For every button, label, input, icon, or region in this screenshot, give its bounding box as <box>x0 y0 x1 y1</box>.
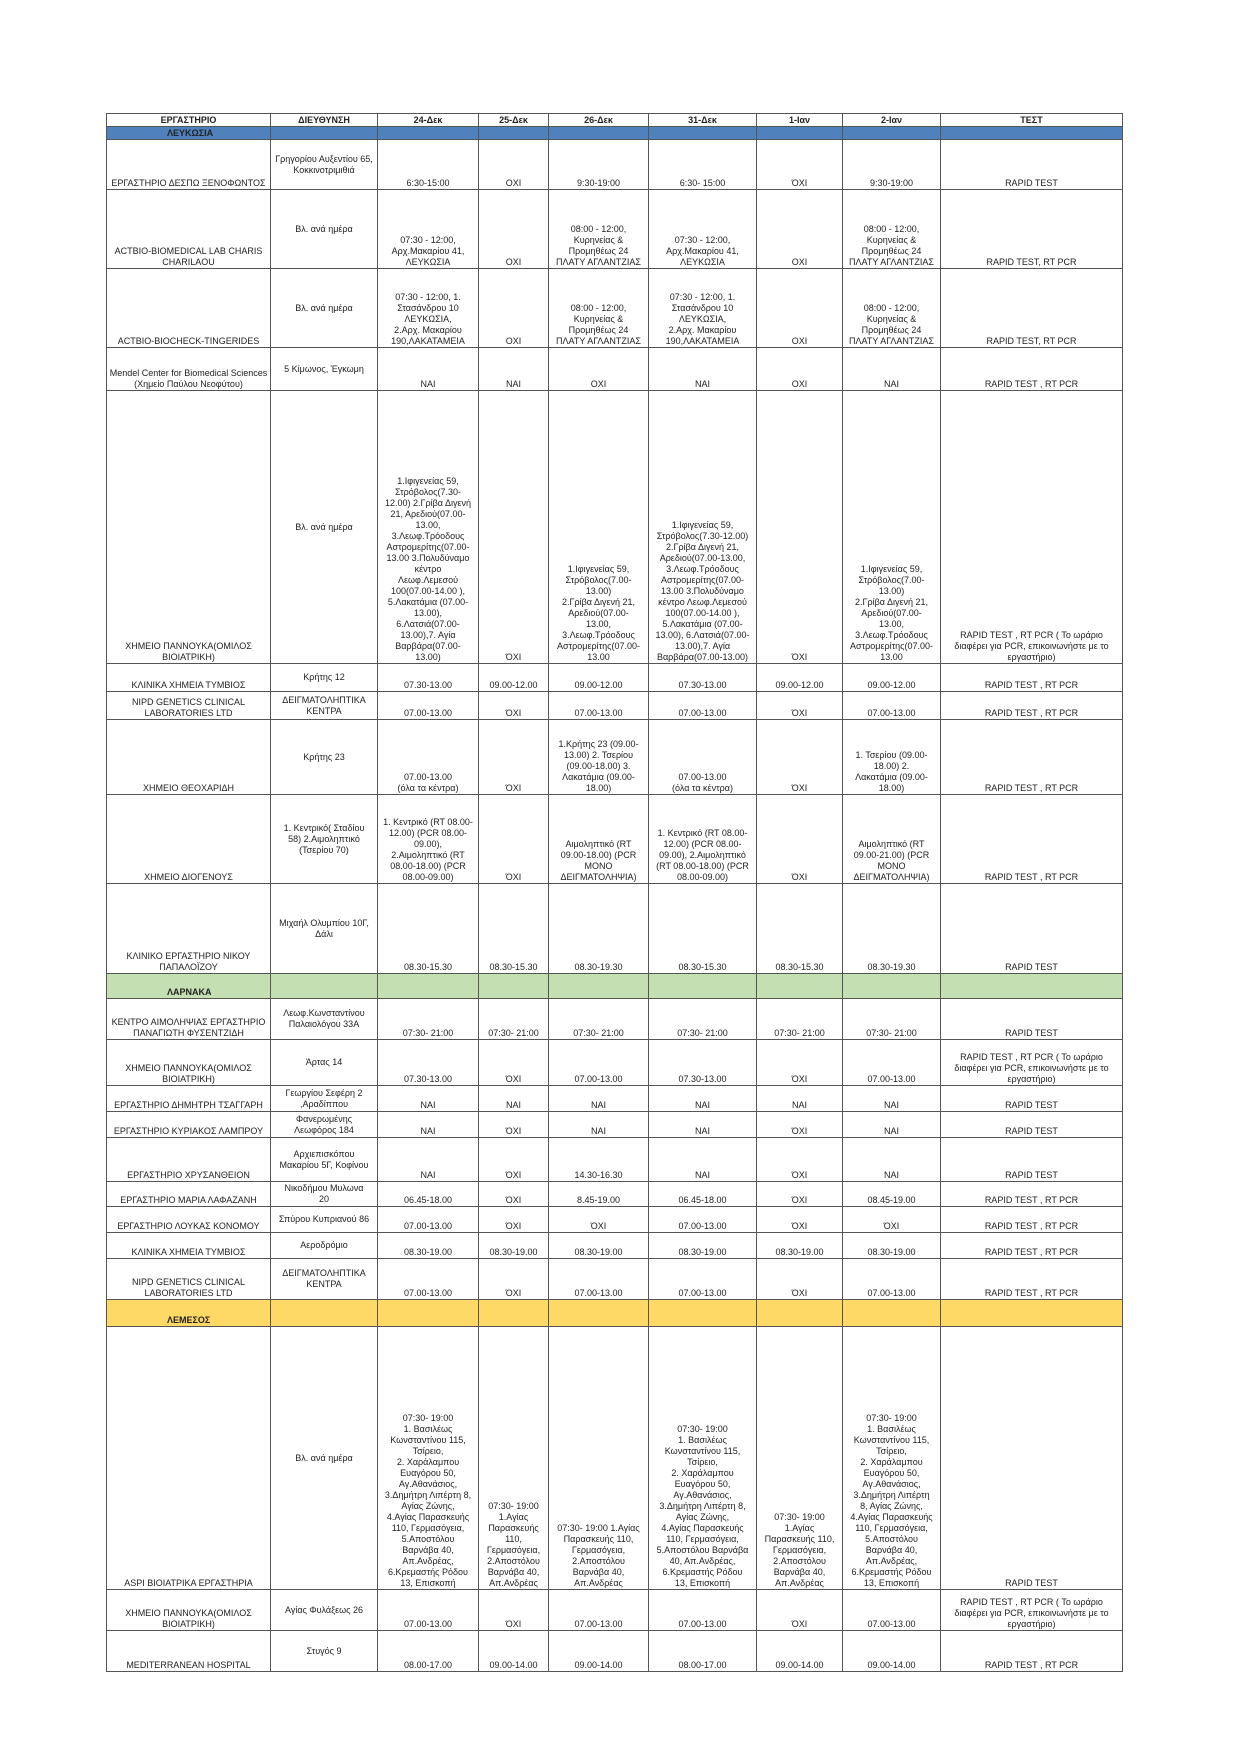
day-24-dec: 07.30-13.00 <box>378 664 479 692</box>
test-type: RAPID TEST <box>941 1112 1123 1138</box>
day-2-jan: ΌΧΙ <box>843 1207 941 1233</box>
day-1-jan: ΌΧΙ <box>757 1182 843 1207</box>
address: Κρήτης 23 <box>271 720 378 795</box>
address: Αεροδρόμιο <box>271 1233 378 1259</box>
day-31-dec: 06.45-18.00 <box>649 1182 757 1207</box>
day-31-dec: 1.Ιφιγενείας 59, Στρόβολος(7.30-12.00) 2.Γρίβα Διγενή 21, Αρεδιού(07.00-13.00, 3.Λεωφ.Τρόοδους Αστρομερίτης(07.00- 13.00 3.Πολυδύναμο κέντρο Λεωφ.Λεμεσού 100(07.00-14.00 ), 5.Λακατάμια (07.00- 13.00), 6.Λατσιά(07.00- 13.00),7. Αγία Βαρβάρα(07.00-13.00) <box>649 391 757 664</box>
region-fill-cell <box>757 1300 843 1327</box>
day-1-jan: ΌΧΙ <box>757 1590 843 1631</box>
region-fill-cell <box>271 974 378 999</box>
address: Γρηγορίου Αυξεντίου 65, Κοκκινοτριμιθιά <box>271 140 378 190</box>
table-row <box>107 884 1123 974</box>
test-type: RAPID TEST <box>941 884 1123 974</box>
day-2-jan: 07.00-13.00 <box>843 1590 941 1631</box>
day-2-jan: 07:30- 21:00 <box>843 999 941 1040</box>
day-25-dec: ΌΧΙ <box>479 720 549 795</box>
day-2-jan: 08.30-19.30 <box>843 884 941 974</box>
day-26-dec: 09.00-14.00 <box>549 1631 649 1672</box>
region-row <box>107 127 1123 140</box>
lab-name: ΕΡΓΑΣΤΗΡΙΟ ΧΡΥΣΑΝΘΕΙΟΝ <box>107 1138 271 1182</box>
day-25-dec: ΌΧΙ <box>479 1138 549 1182</box>
test-type: RAPID TEST , RT PCR <box>941 1207 1123 1233</box>
test-type: RAPID TEST <box>941 999 1123 1040</box>
test-type: RAPID TEST , RT PCR <box>941 1259 1123 1300</box>
day-25-dec: 08.30-19.00 <box>479 1233 549 1259</box>
address: 5 Κίμωνος, Έγκωμη <box>271 348 378 391</box>
day-24-dec: 07:30- 21:00 <box>378 999 479 1040</box>
day-1-jan: ΌΧΙ <box>757 140 843 190</box>
region-fill-cell <box>941 1300 1123 1327</box>
test-type: RAPID TEST , RT PCR <box>941 692 1123 720</box>
day-24-dec: 07.00-13.00 (όλα τα κέντρα) <box>378 720 479 795</box>
lab-name: MEDITERRANEAN HOSPITAL <box>107 1631 271 1672</box>
day-24-dec: ΝΑΙ <box>378 1112 479 1138</box>
lab-name: ΚΕΝΤΡΟ ΑΙΜΟΛΗΨΙΑΣ ΕΡΓΑΣΤΗΡΙΟ ΠΑΝΑΓΙΩΤΗ ΦΥΣΕΝΤΖΙΔΗ <box>107 999 271 1040</box>
table-row <box>107 1590 1123 1631</box>
test-type: RAPID TEST <box>941 1327 1123 1590</box>
test-type: RAPID TEST , RT PCR <box>941 1233 1123 1259</box>
address: Άρτας 14 <box>271 1040 378 1086</box>
day-1-jan: ΟΧΙ <box>757 269 843 348</box>
region-fill-cell <box>549 974 649 999</box>
lab-name: ΧΗΜΕΙΟ ΠΑΝΝΟΥΚΑ(ΟΜΙΛΟΣ ΒΙΟΙΑΤΡΙΚΗ) <box>107 1040 271 1086</box>
lab-name: ΕΡΓΑΣΤΗΡΙΟ ΜΑΡΙΑ ΛΑΦΑΖΑΝΗ <box>107 1182 271 1207</box>
table-row <box>107 190 1123 269</box>
day-26-dec: 07:30- 19:00 1.Αγίας Παρασκευής 110, Γερμασόγεια, 2.Αποστόλου Βαρνάβα 40, Απ.Ανδρέας <box>549 1327 649 1590</box>
day-1-jan: ΌΧΙ <box>757 720 843 795</box>
region-fill-cell <box>941 127 1123 140</box>
day-26-dec: 07.00-13.00 <box>549 692 649 720</box>
day-31-dec: 07:30- 19:00 1. Βασιλέως Κωνσταντίνου 115, Τσίρειο, 2. Χαράλαμπου Ευαγόρου 50, Αγ.Αθανάσιος, 3.Δημήτρη Λιπέρτη 8, Αγίας Ζώνης, 4.Αγίας Παρασκευής 110, Γερμασόγεια, 5.Αποστόλου Βαρνάβα 40, Απ.Ανδρέας, 6.Κρεμαστής Ρόδου 13, Επισκοπή <box>649 1327 757 1590</box>
day-25-dec: 07:30- 21:00 <box>479 999 549 1040</box>
day-2-jan: 07.00-13.00 <box>843 1040 941 1086</box>
day-24-dec: ΝΑΙ <box>378 1086 479 1112</box>
region-fill-cell <box>549 1300 649 1327</box>
lab-name: ΧΗΜΕΙΟ ΔΙΟΓΕΝΟΥΣ <box>107 795 271 884</box>
day-2-jan: ΝΑΙ <box>843 1138 941 1182</box>
region-fill-cell <box>649 974 757 999</box>
day-26-dec: 08:00 - 12:00, Κυρηνείας & Προμηθέως 24 ΠΛΑΤΥ ΑΓΛΑΝΤΖΙΑΣ <box>549 269 649 348</box>
header-row <box>107 114 1123 127</box>
day-31-dec: 07.00-13.00 <box>649 1259 757 1300</box>
region-fill-cell <box>757 127 843 140</box>
lab-name: NIPD GENETICS CLINICAL LABORATORIES LTD <box>107 692 271 720</box>
day-24-dec: 07.00-13.00 <box>378 1259 479 1300</box>
day-1-jan: ΝΑΙ <box>757 1086 843 1112</box>
table-row <box>107 1138 1123 1182</box>
day-24-dec: 07:30- 19:00 1. Βασιλέως Κωνσταντίνου 115, Τσίρειο, 2. Χαράλαμπου Ευαγόρου 50, Αγ.Αθανάσιος, 3.Δημήτρη Λιπέρτη 8, Αγίας Ζώνης, 4.Αγίας Παρασκευής 110, Γερμασόγεια, 5.Αποστόλου Βαρνάβα 40, Απ.Ανδρέας, 6.Κρεμαστής Ρόδου 13, Επισκοπή <box>378 1327 479 1590</box>
day-25-dec: ΌΧΙ <box>479 391 549 664</box>
lab-name: ΕΡΓΑΣΤΗΡΙΟ ΛΟΥΚΑΣ ΚΟΝΟΜΟΥ <box>107 1207 271 1233</box>
region-fill-cell <box>378 974 479 999</box>
test-type: RAPID TEST , RT PCR <box>941 1631 1123 1672</box>
day-26-dec: 07.00-13.00 <box>549 1590 649 1631</box>
day-2-jan: 07.00-13.00 <box>843 1259 941 1300</box>
table-row <box>107 1182 1123 1207</box>
region-fill-cell <box>843 974 941 999</box>
day-26-dec: ΝΑΙ <box>549 1086 649 1112</box>
address: Λεωφ.Κωνσταντίνου Παλαιολόγου 33Α <box>271 999 378 1040</box>
day-1-jan: 09.00-14.00 <box>757 1631 843 1672</box>
day-26-dec: 07.00-13.00 <box>549 1259 649 1300</box>
day-24-dec: 07:30 - 12:00, Αρχ.Μακαρίου 41, ΛΕΥΚΩΣΙΑ <box>378 190 479 269</box>
day-1-jan: 08.30-15.30 <box>757 884 843 974</box>
day-25-dec: 07:30- 19:00 1.Αγίας Παρασκευής 110, Γερμασόγεια, 2.Αποστόλου Βαρνάβα 40, Απ.Ανδρέας <box>479 1327 549 1590</box>
address: Γεωργίου Σεφέρη 2 ,Αραδίππου <box>271 1086 378 1112</box>
region-fill-cell <box>479 1300 549 1327</box>
address: 1. Κεντρικό( Σταδίου 58) 2.Αιμοληπτικό (Τσερίου 70) <box>271 795 378 884</box>
lab-name: ΧΗΜΕΙΟ ΘΕΟΧΑΡΙΔΗ <box>107 720 271 795</box>
region-fill-cell <box>757 974 843 999</box>
address: Αρχιεπισκόπου Μακαρίου 5Γ, Κοφίνου <box>271 1138 378 1182</box>
day-31-dec: 07:30 - 12:00, Αρχ.Μακαρίου 41, ΛΕΥΚΩΣΙΑ <box>649 190 757 269</box>
table-row <box>107 1327 1123 1590</box>
region-fill-cell <box>378 127 479 140</box>
lab-name: ΧΗΜΕΙΟ ΠΑΝΝΟΥΚΑ(ΟΜΙΛΟΣ ΒΙΟΙΑΤΡΙΚΗ) <box>107 1590 271 1631</box>
day-25-dec: ΟΧΙ <box>479 140 549 190</box>
address: Νικοδήμου Μυλωνα 20 <box>271 1182 378 1207</box>
day-25-dec: ΌΧΙ <box>479 1182 549 1207</box>
region-fill-cell <box>271 1300 378 1327</box>
day-26-dec: Αιμοληπτικό (RT 09.00-18.00) (PCR ΜΟΝΟ ΔΕΙΓΜΑΤΟΛΗΨΙΑ) <box>549 795 649 884</box>
day-25-dec: 09.00-14.00 <box>479 1631 549 1672</box>
day-24-dec: 07.00-13.00 <box>378 1207 479 1233</box>
test-type: RAPID TEST , RT PCR <box>941 1182 1123 1207</box>
column-header: 24-Δεκ <box>378 114 479 127</box>
region-fill-cell <box>479 974 549 999</box>
day-26-dec: 8.45-19.00 <box>549 1182 649 1207</box>
day-25-dec: ΌΧΙ <box>479 1112 549 1138</box>
day-1-jan: ΟΧΙ <box>757 190 843 269</box>
table-row <box>107 1207 1123 1233</box>
day-26-dec: 9:30-19:00 <box>549 140 649 190</box>
day-2-jan: 09.00-12.00 <box>843 664 941 692</box>
day-26-dec: ΝΑΙ <box>549 1112 649 1138</box>
region-row <box>107 1300 1123 1327</box>
address: Βλ. ανά ημέρα <box>271 190 378 269</box>
day-31-dec: ΝΑΙ <box>649 1138 757 1182</box>
lab-name: ACTBIO-BIOCHECK-TINGERIDES <box>107 269 271 348</box>
day-1-jan: ΌΧΙ <box>757 795 843 884</box>
day-25-dec: ΌΧΙ <box>479 1207 549 1233</box>
day-26-dec: 08.30-19.00 <box>549 1233 649 1259</box>
day-31-dec: 08.30-15.30 <box>649 884 757 974</box>
day-25-dec: ΝΑΙ <box>479 348 549 391</box>
test-type: RAPID TEST , RT PCR ( Το ωράριο διαφέρει για PCR, επικοινωνήστε με το εργαστήριο) <box>941 1040 1123 1086</box>
day-24-dec: 08.30-15.30 <box>378 884 479 974</box>
column-header: ΔΙΕΥΘΥΝΣΗ <box>271 114 378 127</box>
day-31-dec: ΝΑΙ <box>649 348 757 391</box>
address: Αγίας Φυλάξεως 26 <box>271 1590 378 1631</box>
address: Φανερωμένης Λεωφόρος 184 <box>271 1112 378 1138</box>
region-fill-cell <box>378 1300 479 1327</box>
lab-name: ΚΛΙΝΙΚΟ ΕΡΓΑΣΤΗΡΙΟ ΝΙΚΟΥ ΠΑΠΑΛΟΪΖΟΥ <box>107 884 271 974</box>
day-31-dec: 07.00-13.00 (όλα τα κέντρα) <box>649 720 757 795</box>
day-24-dec: ΝΑΙ <box>378 348 479 391</box>
region-name: ΛΕΥΚΩΣΙΑ <box>107 127 271 140</box>
column-header: ΤΕΣΤ <box>941 114 1123 127</box>
day-31-dec: 08.00-17.00 <box>649 1631 757 1672</box>
lab-name: NIPD GENETICS CLINICAL LABORATORIES LTD <box>107 1259 271 1300</box>
day-1-jan: ΌΧΙ <box>757 1259 843 1300</box>
day-25-dec: ΌΧΙ <box>479 1040 549 1086</box>
day-1-jan: ΌΧΙ <box>757 1040 843 1086</box>
region-row <box>107 974 1123 999</box>
day-2-jan: 9:30-19:00 <box>843 140 941 190</box>
day-2-jan: 1. Τσερίου (09.00- 18.00) 2. Λακατάμια (09.00- 18.00) <box>843 720 941 795</box>
region-fill-cell <box>479 127 549 140</box>
column-header: ΕΡΓΑΣΤΗΡΙΟ <box>107 114 271 127</box>
day-2-jan: 07:30- 19:00 1. Βασιλέως Κωνσταντίνου 115, Τσίρειο, 2. Χαράλαμπου Ευαγόρου 50, Αγ.Αθανάσιος, 3.Δημήτρη Λιπέρτη 8, Αγίας Ζώνης, 4.Αγίας Παρασκευής 110, Γερμασόγεια, 5.Αποστόλου Βαρνάβα 40, Απ.Ανδρέας, 6.Κρεμαστής Ρόδου 13, Επισκοπή <box>843 1327 941 1590</box>
table-row <box>107 795 1123 884</box>
region-fill-cell <box>271 127 378 140</box>
region-name: ΛΕΜΕΣΟΣ <box>107 1300 271 1327</box>
lab-name: ΧΗΜΕΙΟ ΠΑΝΝΟΥΚΑ(ΟΜΙΛΟΣ ΒΙΟΙΑΤΡΙΚΗ) <box>107 391 271 664</box>
region-fill-cell <box>843 1300 941 1327</box>
day-1-jan: ΌΧΙ <box>757 1138 843 1182</box>
table-row <box>107 1112 1123 1138</box>
day-25-dec: 09.00-12.00 <box>479 664 549 692</box>
table-row <box>107 664 1123 692</box>
day-2-jan: 08.45-19.00 <box>843 1182 941 1207</box>
table-row <box>107 140 1123 190</box>
test-type: RAPID TEST , RT PCR <box>941 348 1123 391</box>
test-type: RAPID TEST , RT PCR ( Το ωράριο διαφέρει για PCR, επικοινωνήστε με το εργαστήριο) <box>941 391 1123 664</box>
lab-name: Mendel Center for Biomedical Sciences (Χημείο Παύλου Νεοφύτου) <box>107 348 271 391</box>
lab-name: ΚΛΙΝΙΚΑ ΧΗΜΕΙΑ ΤΥΜΒΙΟΣ <box>107 1233 271 1259</box>
day-26-dec: 09.00-12.00 <box>549 664 649 692</box>
region-fill-cell <box>843 127 941 140</box>
day-31-dec: 07.30-13.00 <box>649 1040 757 1086</box>
table-row <box>107 1259 1123 1300</box>
day-2-jan: 08:00 - 12:00, Κυρηνείας & Προμηθέως 24 ΠΛΑΤΥ ΑΓΛΑΝΤΖΙΑΣ <box>843 190 941 269</box>
lab-name: ΕΡΓΑΣΤΗΡΙΟ ΚΥΡΙΑΚΟΣ ΛΑΜΠΡΟΥ <box>107 1112 271 1138</box>
day-2-jan: ΝΑΙ <box>843 1086 941 1112</box>
day-1-jan: 09.00-12.00 <box>757 664 843 692</box>
test-type: RAPID TEST , RT PCR <box>941 795 1123 884</box>
day-24-dec: 07:30 - 12:00, 1. Στασάνδρου 10 ΛΕΥΚΩΣΙΑ, 2.Αρχ. Μακαρίου 190,ΛΑΚΑΤΑΜΕΙΑ <box>378 269 479 348</box>
day-1-jan: ΌΧΙ <box>757 391 843 664</box>
day-1-jan: ΌΧΙ <box>757 1112 843 1138</box>
day-26-dec: 08.30-19.30 <box>549 884 649 974</box>
day-24-dec: 1. Κεντρικό (RT 08.00- 12.00) (PCR 08.00- 09.00), 2.Αιμοληπτικό (RT 08.00-18.00) (PCR 08.00-09.00) <box>378 795 479 884</box>
day-24-dec: 07.00-13.00 <box>378 1590 479 1631</box>
day-26-dec: 14.30-16.30 <box>549 1138 649 1182</box>
test-type: RAPID TEST <box>941 1138 1123 1182</box>
day-26-dec: ΟΧΙ <box>549 348 649 391</box>
table-row <box>107 999 1123 1040</box>
test-type: RAPID TEST , RT PCR ( Το ωράριο διαφέρει για PCR, επικοινωνήστε με το εργαστήριο) <box>941 1590 1123 1631</box>
column-header: 26-Δεκ <box>549 114 649 127</box>
day-25-dec: ΌΧΙ <box>479 1259 549 1300</box>
day-2-jan: 08.30-19.00 <box>843 1233 941 1259</box>
day-31-dec: 08.30-19.00 <box>649 1233 757 1259</box>
region-fill-cell <box>941 974 1123 999</box>
day-1-jan: 08.30-19.00 <box>757 1233 843 1259</box>
address: Βλ. ανά ημέρα <box>271 1327 378 1590</box>
day-2-jan: 07.00-13.00 <box>843 692 941 720</box>
lab-name: ACTBIO-BIOMEDICAL LAB CHARIS CHARILAOU <box>107 190 271 269</box>
table-row <box>107 1086 1123 1112</box>
table-row <box>107 269 1123 348</box>
column-header: 31-Δεκ <box>649 114 757 127</box>
region-name: ΛΑΡΝΑΚΑ <box>107 974 271 999</box>
column-header: 1-Ιαν <box>757 114 843 127</box>
table-row <box>107 1631 1123 1672</box>
day-25-dec: ΌΧΙ <box>479 692 549 720</box>
table-row <box>107 1040 1123 1086</box>
address: ΔΕΙΓΜΑΤΟΛΗΠΤΙΚΑ ΚΕΝΤΡΑ <box>271 692 378 720</box>
column-header: 2-Ιαν <box>843 114 941 127</box>
day-1-jan: 07:30- 19:00 1.Αγίας Παρασκευής 110, Γερμασόγεια, 2.Αποστόλου Βαρνάβα 40, Απ.Ανδρέας <box>757 1327 843 1590</box>
column-header: 25-Δεκ <box>479 114 549 127</box>
day-1-jan: ΌΧΙ <box>757 1207 843 1233</box>
day-26-dec: ΌΧΙ <box>549 1207 649 1233</box>
day-26-dec: 1.Κρήτης 23 (09.00- 13.00) 2. Τσερίου (09.00-18.00) 3. Λακατάμια (09.00- 18.00) <box>549 720 649 795</box>
address: Σπύρου Κυπριανού 86 <box>271 1207 378 1233</box>
day-26-dec: 1.Ιφιγενείας 59, Στρόβολος(7.00- 13.00) 2.Γρίβα Διγενή 21, Αρεδιού(07.00- 13.00, 3.Λεωφ.Τρόοδους Αστρομερίτης(07.00- 13.00 <box>549 391 649 664</box>
address: Βλ. ανά ημέρα <box>271 391 378 664</box>
day-1-jan: ΌΧΙ <box>757 692 843 720</box>
region-fill-cell <box>649 127 757 140</box>
day-2-jan: ΝΑΙ <box>843 1112 941 1138</box>
day-25-dec: ΌΧΙ <box>479 795 549 884</box>
day-26-dec: 07.00-13.00 <box>549 1040 649 1086</box>
day-31-dec: 07:30- 21:00 <box>649 999 757 1040</box>
address: Κρήτης 12 <box>271 664 378 692</box>
day-25-dec: ΟΧΙ <box>479 190 549 269</box>
test-type: RAPID TEST, RT PCR <box>941 269 1123 348</box>
lab-name: ΚΛΙΝΙΚΑ ΧΗΜΕΙΑ ΤΥΜΒΙΟΣ <box>107 664 271 692</box>
table-row <box>107 391 1123 664</box>
table-row <box>107 348 1123 391</box>
day-26-dec: 08:00 - 12:00, Κυρηνείας & Προμηθέως 24 ΠΛΑΤΥ ΑΓΛΑΝΤΖΙΑΣ <box>549 190 649 269</box>
day-31-dec: ΝΑΙ <box>649 1112 757 1138</box>
table-row <box>107 1233 1123 1259</box>
address: ΔΕΙΓΜΑΤΟΛΗΠΤΙΚΑ ΚΕΝΤΡΑ <box>271 1259 378 1300</box>
day-31-dec: ΝΑΙ <box>649 1086 757 1112</box>
day-2-jan: Αιμοληπτικό (RT 09.00-21.00) (PCR ΜΟΝΟ ΔΕΙΓΜΑΤΟΛΗΨΙΑ) <box>843 795 941 884</box>
day-24-dec: 06.45-18.00 <box>378 1182 479 1207</box>
day-31-dec: 07.00-13.00 <box>649 692 757 720</box>
test-type: RAPID TEST, RT PCR <box>941 190 1123 269</box>
test-type: RAPID TEST , RT PCR <box>941 664 1123 692</box>
lab-name: ASPI ΒΙΟΙΑΤΡΙΚΑ ΕΡΓΑΣΤΗΡΙΑ <box>107 1327 271 1590</box>
day-24-dec: 08.30-19.00 <box>378 1233 479 1259</box>
address: Βλ. ανά ημέρα <box>271 269 378 348</box>
day-2-jan: 1.Ιφιγενείας 59, Στρόβολος(7.00- 13.00) 2.Γρίβα Διγενή 21, Αρεδιού(07.00- 13.00, 3.Λεωφ.Τρόοδους Αστρομερίτης(07.00- 13.00 <box>843 391 941 664</box>
day-31-dec: 07:30 - 12:00, 1. Στασάνδρου 10 ΛΕΥΚΩΣΙΑ, 2.Αρχ. Μακαρίου 190,ΛΑΚΑΤΑΜΕΙΑ <box>649 269 757 348</box>
test-type: RAPID TEST <box>941 140 1123 190</box>
day-2-jan: 09.00-14.00 <box>843 1631 941 1672</box>
day-24-dec: 08.00-17.00 <box>378 1631 479 1672</box>
day-24-dec: 1.Ιφιγενείας 59, Στρόβολος(7.30- 12.00) 2.Γρίβα Διγενή 21, Αρεδιού(07.00- 13.00, 3.Λεωφ.Τρόοδους Αστρομερίτης(07.00- 13.00 3.Πολυδύναμο κέντρο Λεωφ.Λεμεσού 100(07.00-14.00 ), 5.Λακατάμια (07.00- 13.00), 6.Λατσιά(07.00- 13.00),7. Αγία Βαρβάρα(07.00- 13.00) <box>378 391 479 664</box>
day-26-dec: 07:30- 21:00 <box>549 999 649 1040</box>
lab-name: ΕΡΓΑΣΤΗΡΙΟ ΔΕΣΠΩ ΞΕΝΟΦΩΝΤΟΣ <box>107 140 271 190</box>
day-24-dec: 07.30-13.00 <box>378 1040 479 1086</box>
region-fill-cell <box>649 1300 757 1327</box>
day-24-dec: 6:30-15:00 <box>378 140 479 190</box>
address: Μιχαήλ Ολυμπίου 10Γ, Δάλι <box>271 884 378 974</box>
day-25-dec: 08.30-15.30 <box>479 884 549 974</box>
day-1-jan: 07:30- 21:00 <box>757 999 843 1040</box>
region-fill-cell <box>549 127 649 140</box>
test-type: RAPID TEST <box>941 1086 1123 1112</box>
day-25-dec: ΌΧΙ <box>479 1590 549 1631</box>
day-25-dec: ΟΧΙ <box>479 269 549 348</box>
lab-schedule-table <box>106 113 1123 1672</box>
test-type: RAPID TEST , RT PCR <box>941 720 1123 795</box>
day-2-jan: ΝΑΙ <box>843 348 941 391</box>
day-31-dec: 6:30- 15:00 <box>649 140 757 190</box>
address: Στυγός 9 <box>271 1631 378 1672</box>
day-31-dec: 07.00-13.00 <box>649 1207 757 1233</box>
day-31-dec: 07.30-13.00 <box>649 664 757 692</box>
day-24-dec: 07.00-13.00 <box>378 692 479 720</box>
day-31-dec: 1. Κεντρικό (RT 08.00- 12.00) (PCR 08.00- 09.00), 2.Αιμοληπτικό (RT 08.00-18.00) (PCR 08.00-09.00) <box>649 795 757 884</box>
day-31-dec: 07.00-13.00 <box>649 1590 757 1631</box>
lab-name: ΕΡΓΑΣΤΗΡΙΟ ΔΗΜΗΤΡΗ ΤΣΑΓΓΑΡΗ <box>107 1086 271 1112</box>
day-24-dec: ΝΑΙ <box>378 1138 479 1182</box>
table-row <box>107 720 1123 795</box>
day-1-jan: ΟΧΙ <box>757 348 843 391</box>
day-2-jan: 08:00 - 12:00, Κυρηνείας & Προμηθέως 24 ΠΛΑΤΥ ΑΓΛΑΝΤΖΙΑΣ <box>843 269 941 348</box>
day-25-dec: ΝΑΙ <box>479 1086 549 1112</box>
table-row <box>107 692 1123 720</box>
